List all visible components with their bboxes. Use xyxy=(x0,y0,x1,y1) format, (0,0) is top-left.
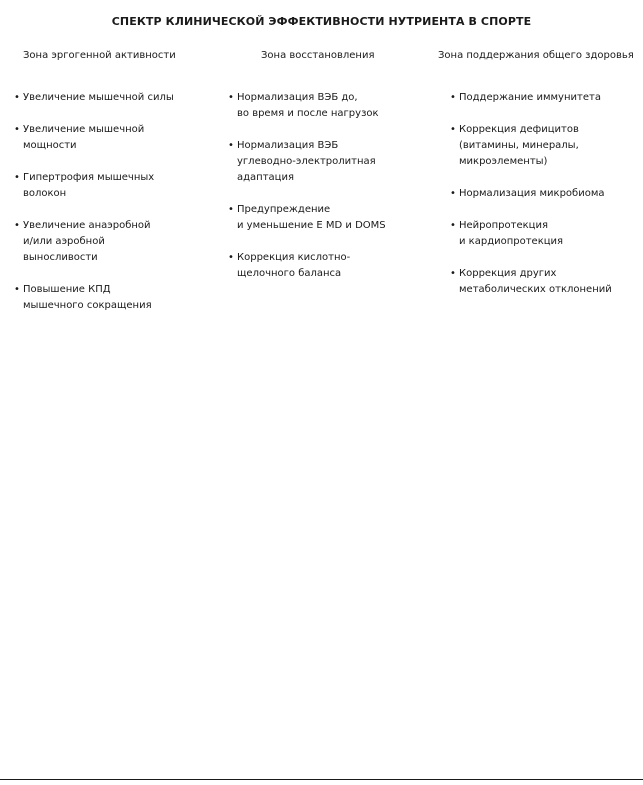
list-item xyxy=(450,186,643,202)
list-item-text: Гипертрофия мышечных волокон xyxy=(23,172,155,199)
list-item-text: Повышение КПД мышечного сокращения xyxy=(23,284,152,311)
list-item-text: Увеличение мышечной мощности xyxy=(23,124,145,151)
zone-recovery-list xyxy=(228,90,428,282)
bullet-icon: • xyxy=(450,220,456,231)
bullet-icon: • xyxy=(228,140,234,151)
page-title: СПЕКТР КЛИНИЧЕСКОЙ ЭФФЕКТИВНОСТИ НУТРИЕНТА В СПОРТЕ xyxy=(111,15,532,29)
bullet-icon: • xyxy=(450,188,456,199)
list-item-text: Нормализация микробиома xyxy=(459,188,605,199)
list-item xyxy=(450,122,643,170)
zone-recovery-heading: Зона восстановления xyxy=(261,50,375,61)
list-item xyxy=(450,218,643,250)
bullet-icon: • xyxy=(14,284,20,295)
bullet-icon: • xyxy=(14,92,20,103)
list-item xyxy=(228,202,428,234)
list-item-text: Поддержание иммунитета xyxy=(459,92,601,103)
list-item xyxy=(450,266,643,298)
bullet-icon: • xyxy=(228,204,234,215)
bullet-icon: • xyxy=(450,92,456,103)
bottom-divider xyxy=(0,779,643,780)
bullet-icon: • xyxy=(228,252,234,263)
list-item xyxy=(14,90,214,106)
list-item xyxy=(14,218,214,266)
list-item xyxy=(14,122,214,154)
list-item-text: Коррекция дефицитов (витамины, минералы, микроэлементы) xyxy=(459,124,579,167)
list-item-text: Предупреждение и уменьшение Е MD и DOMS xyxy=(237,204,386,231)
list-item xyxy=(228,250,428,282)
list-item xyxy=(450,90,643,106)
zone-health-column xyxy=(438,50,643,314)
zone-health-heading: Зона поддержания общего здоровья xyxy=(438,50,634,61)
zone-ergogenic-list xyxy=(14,90,214,314)
list-item-text: Увеличение мышечной силы xyxy=(23,92,174,103)
list-item xyxy=(228,90,428,122)
bullet-icon: • xyxy=(450,268,456,279)
list-item-text: Нормализация ВЭБ до, во время и после нагрузок xyxy=(237,92,379,119)
zone-health-list xyxy=(450,90,643,298)
list-item xyxy=(14,282,214,314)
list-item-text: Увеличение анаэробной и/или аэробной выносливости xyxy=(23,220,151,263)
list-item xyxy=(228,138,428,186)
bullet-icon: • xyxy=(228,92,234,103)
bullet-icon: • xyxy=(14,124,20,135)
bullet-icon: • xyxy=(14,172,20,183)
list-item-text: Коррекция других метаболических отклонений xyxy=(459,268,612,295)
zone-ergogenic-column xyxy=(14,50,214,330)
bullet-icon: • xyxy=(14,220,20,231)
zone-ergogenic-heading: Зона эргогенной активности xyxy=(23,50,176,61)
list-item xyxy=(14,170,214,202)
list-item-text: Нейропротекция и кардиопротекция xyxy=(459,220,564,247)
bullet-icon: • xyxy=(450,124,456,135)
list-item-text: Нормализация ВЭБ углеводно-электролитная адаптация xyxy=(237,140,376,183)
zone-recovery-column xyxy=(228,50,428,298)
list-item-text: Коррекция кислотно- щелочного баланса xyxy=(237,252,351,279)
